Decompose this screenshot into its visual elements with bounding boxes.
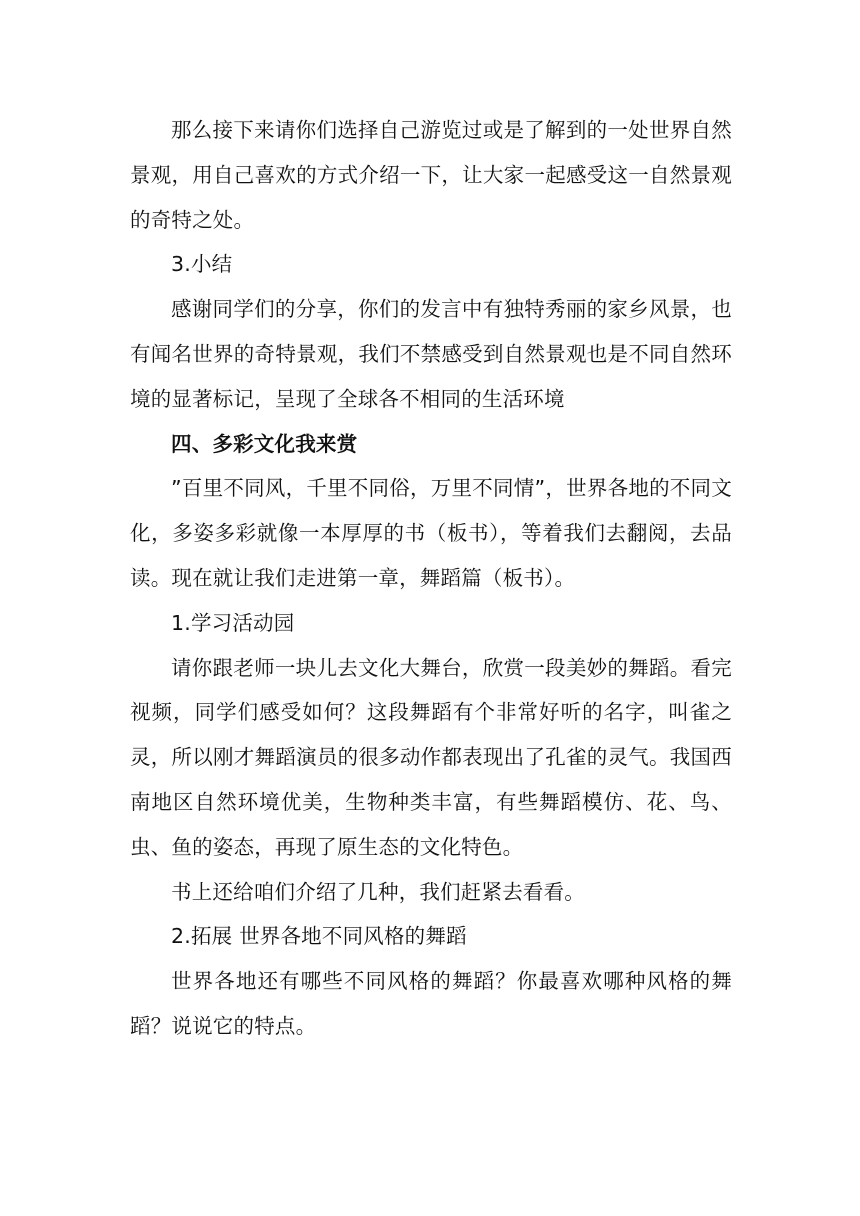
paragraph-extension-label: 2.拓展 世界各地不同风格的舞蹈	[171, 924, 467, 949]
paragraph-intro: 那么接下来请你们选择自己游览过或是了解到的一处世界自然景观，用自己喜欢的方式介绍一下，让大家一起感受这一自然景观的奇特之处。	[130, 118, 732, 232]
paragraph-dance-description: 请你跟老师一块儿去文化大舞台，欣赏一段美妙的舞蹈。看完视频，同学们感受如何？这段舞蹈有个非常好听的名字，叫雀之灵，所以刚才舞蹈演员的很多动作都表现出了孔雀的灵气。我国西南地区自然环境优美，生物种类丰富，有些舞蹈模仿、花、鸟、虫、鱼的姿态，再现了原生态的文化特色。	[130, 655, 732, 859]
paragraph-culture-intro: ”百里不同风，千里不同俗，万里不同情”，世界各地的不同文化，多姿多彩就像一本厚厚的书（板书），等着我们去翻阅，去品读。现在就让我们走进第一章，舞蹈篇（板书）。	[130, 476, 732, 590]
paragraph-summary-label: 3.小结	[171, 252, 233, 277]
paragraph-summary: 感谢同学们的分享，你们的发言中有独特秀丽的家乡风景，也有闻名世界的奇特景观，我们不禁感受到自然景观也是不同自然环境的显著标记，呈现了全球各不相同的生活环境	[130, 297, 732, 411]
paragraph-activity-label: 1.学习活动园	[171, 610, 295, 635]
section-heading: 四、多彩文化我来赏	[171, 431, 358, 456]
paragraph-extension-question: 世界各地还有哪些不同风格的舞蹈？你最喜欢哪种风格的舞蹈？说说它的特点。	[130, 969, 732, 1038]
paragraph-book-note: 书上还给咱们介绍了几种，我们赶紧去看看。	[171, 879, 585, 904]
